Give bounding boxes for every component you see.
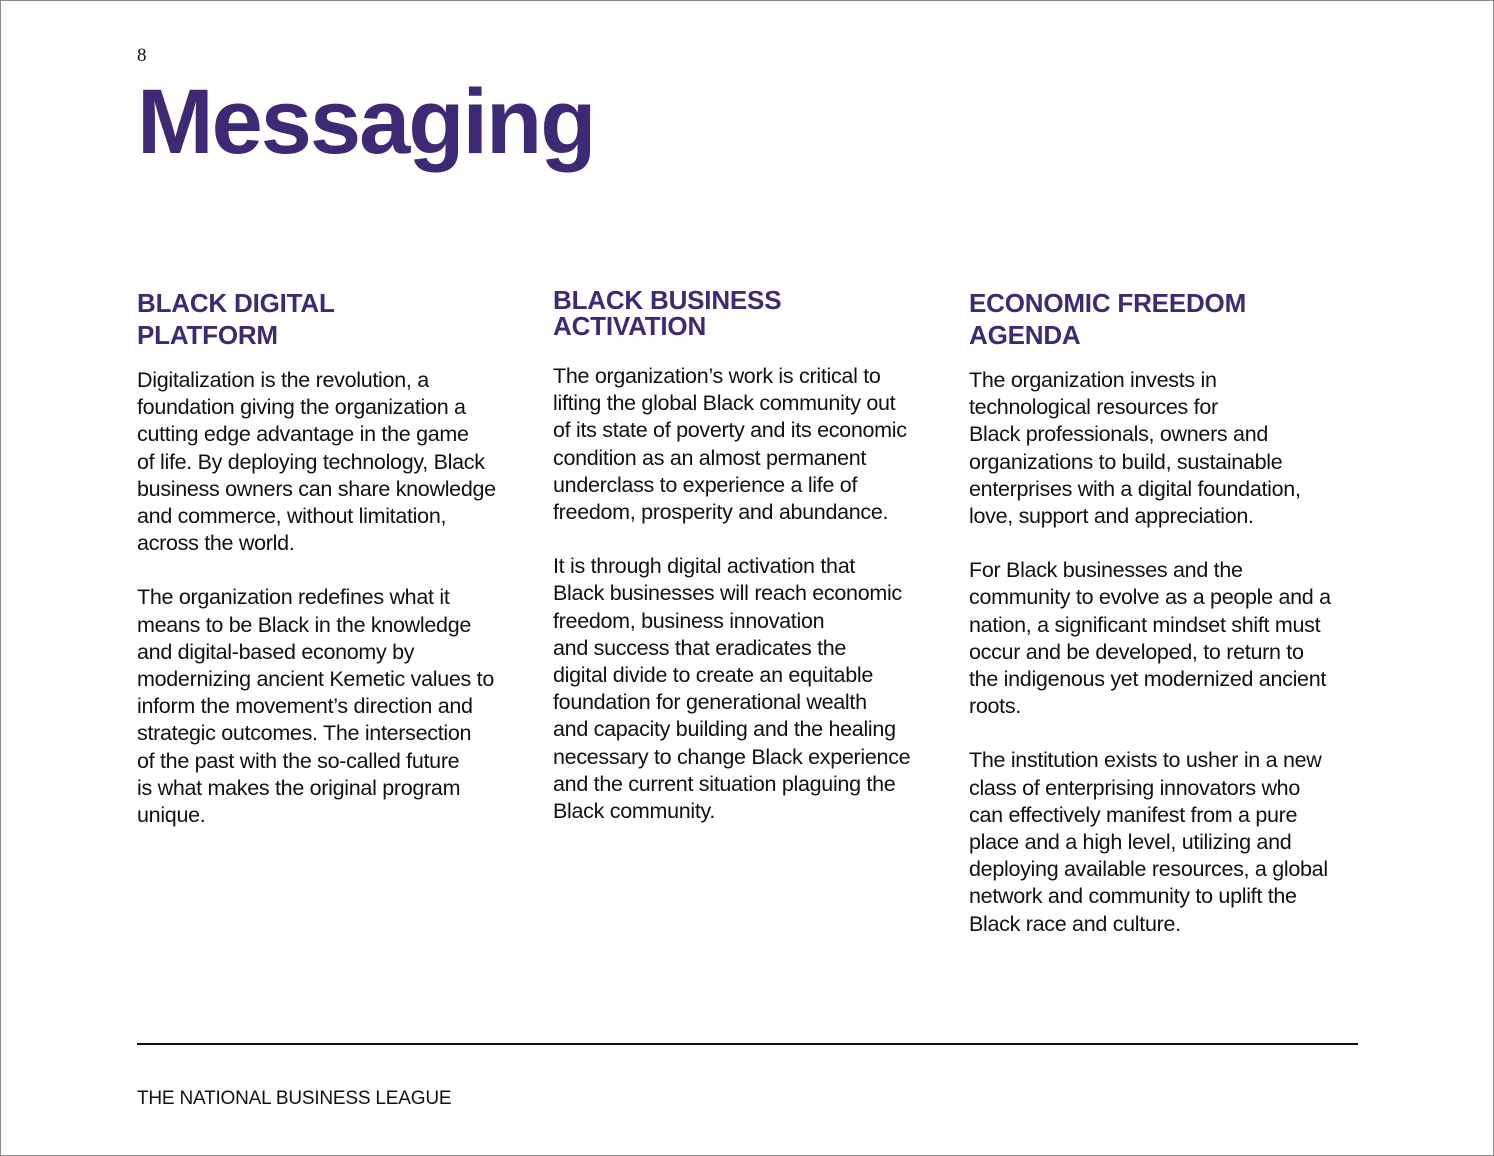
text-line: of life. By deploying technology, Black [137,449,485,474]
text-line: is what makes the original program [137,775,461,800]
body-paragraph [553,553,938,825]
text-line: business owners can share knowledge [137,476,496,501]
text-line: For Black businesses and the [969,558,1243,583]
text-line: Black race and culture. [969,911,1181,936]
text-line: and commerce, without limitation, [137,504,447,529]
column-black-digital-platform [137,287,522,829]
page-title: Messaging [137,71,595,173]
heading-line: BLACK DIGITAL [137,288,335,318]
text-line: can effectively manifest from a pure [969,802,1298,827]
column-black-business-activation [553,287,938,825]
text-line: Black community. [553,799,716,824]
footer-divider [137,1043,1358,1045]
text-line: of the past with the so-called future [137,748,460,773]
text-line: It is through digital activation that [553,554,856,579]
text-line: modernizing ancient Kemetic values to [137,667,494,692]
heading-line: AGENDA [969,320,1081,350]
column-economic-freedom-agenda [969,287,1354,938]
text-line: Digitalization is the revolution, a [137,368,429,392]
text-line: place and a high level, utilizing and [969,830,1292,855]
text-line: strategic outcomes. The intersection [137,721,472,746]
text-line: roots. [969,694,1021,719]
text-line: across the world. [137,531,295,556]
text-line: nation, a significant mindset shift must [969,612,1321,637]
text-line: class of enterprising innovators who [969,775,1300,800]
text-line: and the current situation plaguing the [553,771,896,796]
text-line: community to evolve as a people and a [969,585,1331,610]
text-line: digital divide to create an equitable [553,663,873,688]
text-line: technological resources for [969,395,1218,420]
text-line: deploying available resources, a global [969,857,1328,882]
page-number: 8 [137,45,147,66]
text-line: foundation giving the organization a [137,395,466,420]
text-line: love, support and appreciation. [969,504,1254,529]
heading-line: BLACK BUSINESS [553,285,782,315]
body-paragraph [969,367,1354,530]
heading-line: ECONOMIC FREEDOM [969,288,1247,318]
heading-line: PLATFORM [137,320,278,350]
text-line: of its state of poverty and its economic [553,418,907,443]
column-heading [969,287,1354,351]
text-line: occur and be developed, to return to [969,639,1304,664]
text-line: and capacity building and the healing [553,717,896,742]
body-paragraph [969,557,1354,720]
body-paragraph [137,584,522,829]
text-line: and success that eradicates the [553,635,847,660]
text-line: means to be Black in the knowledge [137,612,472,637]
text-line: Black businesses will reach economic [553,581,902,606]
text-line: organizations to build, sustainable [969,449,1283,474]
text-line: The organization invests in [969,368,1217,392]
text-line: condition as an almost permanent [553,445,867,470]
text-line: unique. [137,803,206,828]
text-line: foundation for generational wealth [553,690,867,715]
text-line: underclass to experience a life of [553,472,858,497]
body-paragraph [969,747,1354,937]
body-paragraph [137,367,522,557]
text-line: the indigenous yet modernized ancient [969,667,1327,692]
text-line: cutting edge advantage in the game [137,422,469,447]
column-heading [137,287,522,351]
text-line: The organization redefines what it [137,585,450,610]
column-heading [553,287,938,339]
text-line: freedom, prosperity and abundance. [553,500,889,525]
heading-line: ACTIVATION [553,311,707,341]
text-line: Black professionals, owners and [969,422,1269,447]
text-line: necessary to change Black experience [553,744,911,769]
footer-organization-name: THE NATIONAL BUSINESS LEAGUE [137,1088,452,1109]
text-line: The organization’s work is critical to [553,364,881,388]
text-line: and digital-based economy by [137,639,415,664]
body-paragraph [553,363,938,526]
text-line: The institution exists to usher in a new [969,748,1322,773]
text-line: inform the movement’s direction and [137,694,473,719]
text-line: network and community to uplift the [969,884,1297,909]
text-line: enterprises with a digital foundation, [969,476,1301,501]
text-line: freedom, business innovation [553,608,825,633]
text-line: lifting the global Black community out [553,391,896,416]
